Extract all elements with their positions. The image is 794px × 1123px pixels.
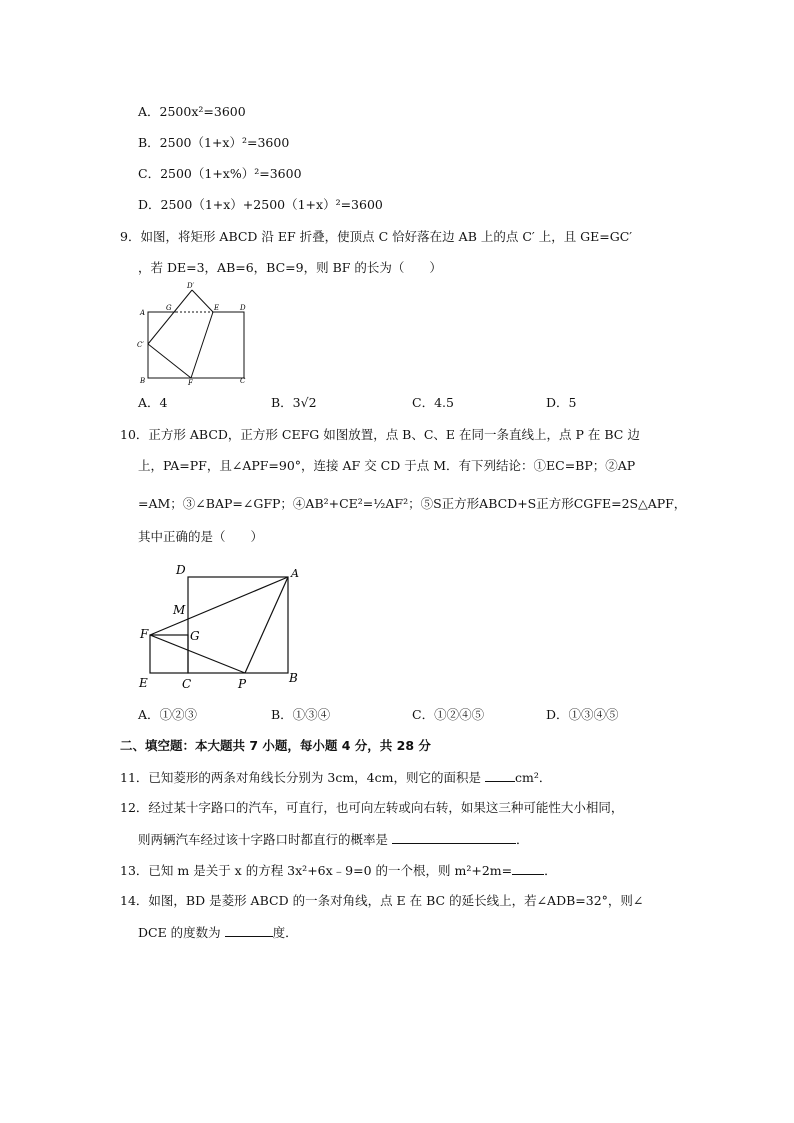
q9-stem-line1: 9．如图，将矩形 ABCD 沿 EF 折叠，使顶点 C 恰好落在边 AB 上的点 C′ 上，且 GE=GC′ <box>120 229 633 244</box>
q9-choices <box>138 394 698 412</box>
q10-choices <box>138 706 698 724</box>
q11-unit: cm²． <box>514 770 552 785</box>
q9-label-cprime: C′ <box>137 341 144 349</box>
q9-figure <box>136 282 256 388</box>
q10-stem-line4: 其中正确的是（ ） <box>138 529 264 544</box>
q10-choice-d: D．①③④⑤ <box>546 707 619 722</box>
q9-label-a: A <box>140 309 146 317</box>
q9-label-f: F <box>188 379 193 387</box>
q11-answer-blank <box>485 768 515 782</box>
q11-stem <box>120 768 551 787</box>
q11-text: 11．已知菱形的两条对角线长分别为 3cm，4cm，则它的面积是 <box>120 770 485 785</box>
q10-choice-b: B．①③④ <box>271 707 331 722</box>
q14-answer-blank <box>225 923 273 937</box>
q10-choice-a: A．①②③ <box>138 707 198 722</box>
q13-end: ． <box>544 863 557 878</box>
q10-label-c: C <box>182 677 192 691</box>
q9-label-c: C <box>240 377 246 385</box>
q14-end: 度． <box>272 925 298 940</box>
q8-option-d: D．2500（1+x）+2500（1+x）²=3600 <box>138 197 383 212</box>
q9-label-e: E <box>214 304 220 312</box>
q9-label-d: D <box>240 304 246 312</box>
q9-label-g: G <box>166 304 172 312</box>
q13-stem <box>120 861 557 880</box>
q13-answer-blank <box>512 861 544 875</box>
q14-text: DCE 的度数为 <box>138 925 225 940</box>
q10-label-a: A <box>291 567 299 580</box>
q9-label-dprime: D′ <box>187 282 195 290</box>
q9-label-b: B <box>140 377 146 385</box>
q10-label-e: E <box>139 676 148 690</box>
section-fill-in-heading: 二、填空题：本大题共 7 小题，每小题 4 分，共 28 分 <box>120 738 431 753</box>
q9-choice-d: D．5 <box>546 395 577 410</box>
q12-answer-blank <box>392 830 516 844</box>
q10-label-p: P <box>238 677 247 691</box>
q10-label-b: B <box>289 671 298 685</box>
q9-choice-c: C．4.5 <box>412 395 454 410</box>
q9-choice-b: B．3√2 <box>271 395 317 410</box>
q12-stem-line2 <box>138 830 529 849</box>
q12-text: 则两辆汽车经过该十字路口时都直行的概率是 <box>138 832 392 847</box>
q10-stem-line1: 10．正方形 ABCD，正方形 CEFG 如图放置，点 B、C、E 在同一条直线上，点 P 在 BC 边 <box>120 427 640 442</box>
q10-label-m: M <box>173 603 186 617</box>
q12-stem-line1: 12．经过某十字路口的汽车，可直行，也可向左转或向右转，如果这三种可能性大小相同， <box>120 800 624 815</box>
q10-label-d: D <box>176 563 186 577</box>
q14-stem-line2 <box>138 923 298 942</box>
q8-option-c: C．2500（1+x%）²=3600 <box>138 166 302 181</box>
q10-stem-line3: =AM；③∠BAP=∠GFP；④AB²+CE²=½AF²；⑤S正方形ABCD+S正方形CGFE=2S△APF， <box>138 496 687 511</box>
q10-stem-line2: 上，PA=PF，且∠APF=90°，连接 AF 交 CD 于点 M．有下列结论：①EC=BP；②AP <box>138 458 636 473</box>
q8-option-b: B．2500（1+x）²=3600 <box>138 135 290 150</box>
q12-end: ． <box>515 832 529 847</box>
q10-figure <box>134 560 314 694</box>
q13-text: 13．已知 m 是关于 x 的方程 3x²+6x﹣9=0 的一个根，则 m²+2m= <box>120 863 513 878</box>
q10-label-f: F <box>140 627 149 641</box>
q10-choice-c: C．①②④⑤ <box>412 707 485 722</box>
q9-choice-a: A．4 <box>138 395 168 410</box>
q9-stem-line2: ，若 DE=3，AB=6，BC=9，则 BF 的长为（ ） <box>138 260 442 275</box>
q10-label-g: G <box>190 629 200 643</box>
q14-stem-line1: 14．如图，BD 是菱形 ABCD 的一条对角线，点 E 在 BC 的延长线上，若∠ADB=32°，则∠ <box>120 893 644 908</box>
q8-option-a: A．2500x²=3600 <box>138 104 246 119</box>
